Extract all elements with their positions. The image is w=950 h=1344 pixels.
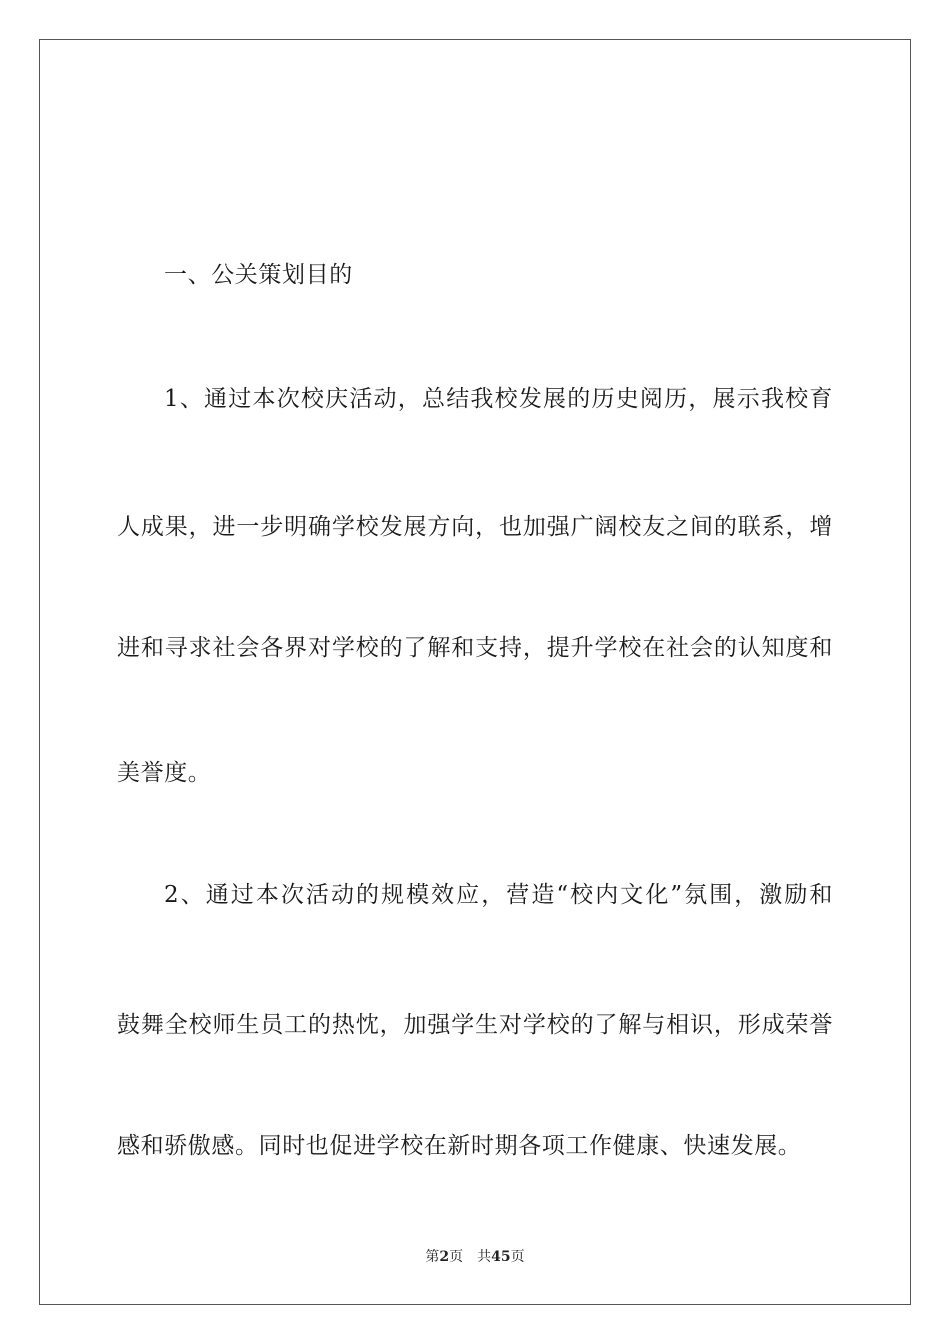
section-heading: 一、公关策划目的: [164, 262, 353, 288]
paragraph-2-line-3: 感和骄傲感。同时也促进学校在新时期各项工作健康、快速发展。: [117, 1133, 802, 1159]
paragraph-2-line-2: 鼓舞全校师生员工的热忱，加强学生对学校的了解与相识，形成荣誉: [117, 1012, 833, 1038]
paragraph-1-line-2: 人成果，进一步明确学校发展方向，也加强广阔校友之间的联系，增: [117, 514, 833, 540]
total-pages: 45: [491, 1249, 511, 1265]
page-number: 2: [439, 1249, 450, 1265]
page-border: [39, 39, 911, 1305]
paragraph-2-line-1: 2、通过本次活动的规模效应，营造“校内文化”氛围，激励和: [164, 882, 833, 908]
paragraph-1-line-4: 美誉度。: [117, 760, 212, 786]
paragraph-1-line-3: 进和寻求社会各界对学校的了解和支持，提升学校在社会的认知度和: [117, 635, 833, 661]
paragraph-1-line-1: 1、通过本次校庆活动，总结我校发展的历史阅历，展示我校育: [164, 386, 833, 412]
page-prefix: 第: [425, 1249, 440, 1265]
page-footer: [0, 1247, 950, 1267]
page-suffix: 页: [449, 1249, 464, 1265]
total-suffix: 页: [510, 1249, 525, 1265]
total-prefix: 共: [477, 1249, 492, 1265]
